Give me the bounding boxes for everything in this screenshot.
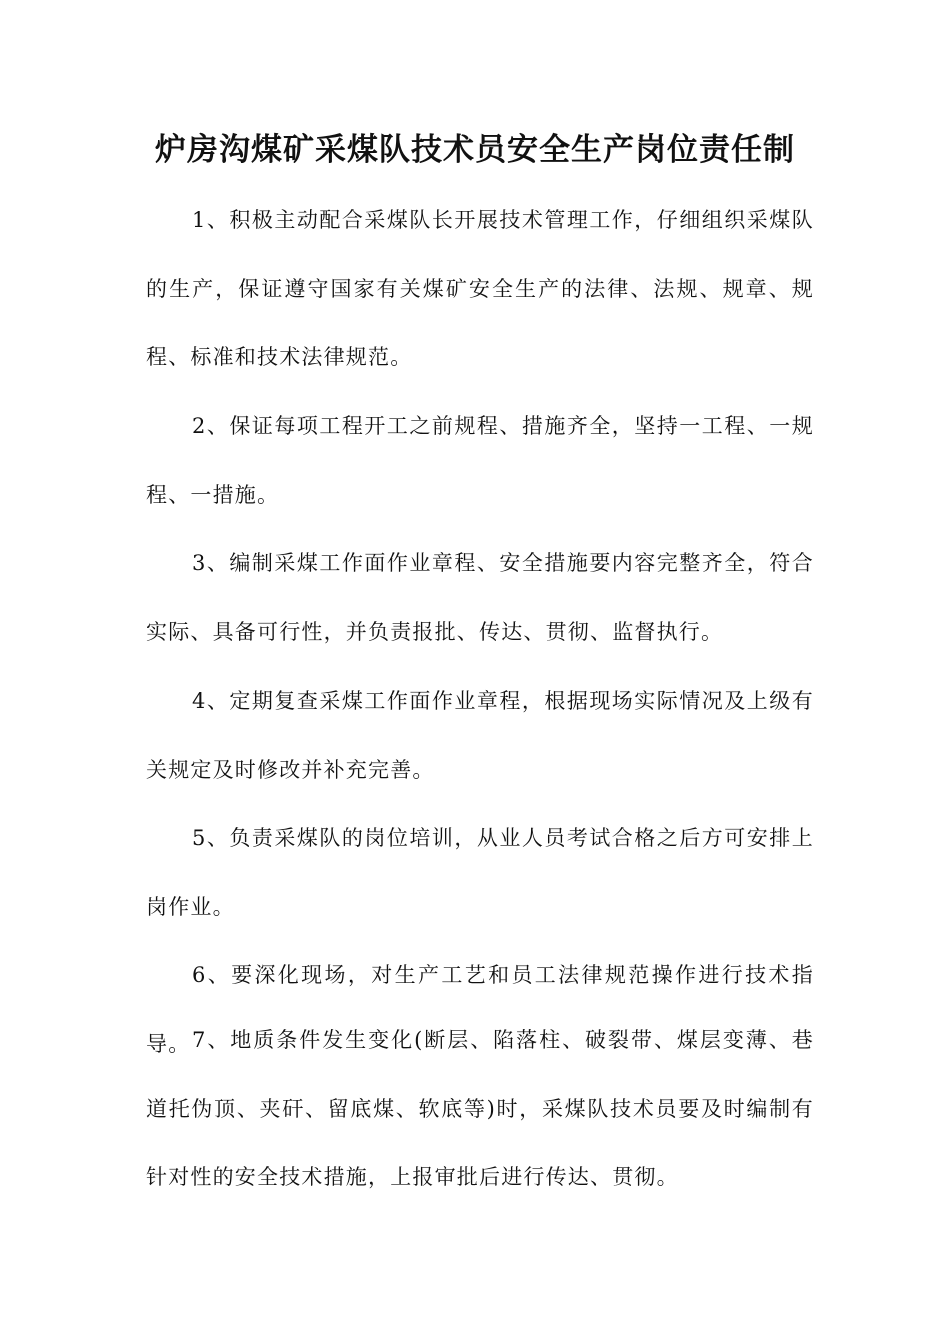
paragraph-5: 5、负责采煤队的岗位培训，从业人员考试合格之后方可安排上岗作业。 [146,826,814,919]
paragraph-6: 6、要深化现场，对生产工艺和员工法律规范操作进行技术指导。 [146,963,814,1056]
paragraph-7: 7、地质条件发生变化(断层、陷落柱、破裂带、煤层变薄、巷道托伪顶、夹矸、留底煤、软底等)时，采煤队技术员要及时编制有针对性的安全技术措施，上报审批后进行传达、贯彻。 [146,1028,814,1189]
paragraph-1: 1、积极主动配合采煤队长开展技术管理工作，仔细组织采煤队的生产，保证遵守国家有关煤矿安全生产的法律、法规、规章、规程、标准和技术法律规范。 [146,208,814,369]
paragraph-3: 3、编制采煤工作面作业章程、安全措施要内容完整齐全，符合实际、具备可行性，并负责报批、传达、贯彻、监督执行。 [146,551,814,644]
paragraph-4: 4、定期复查采煤工作面作业章程，根据现场实际情况及上级有关规定及时修改并补充完善。 [146,689,814,782]
paragraph-2: 2、保证每项工程开工之前规程、措施齐全，坚持一工程、一规程、一措施。 [146,414,814,507]
document-title: 炉房沟煤矿采煤队技术员安全生产岗位责任制 [155,132,795,168]
